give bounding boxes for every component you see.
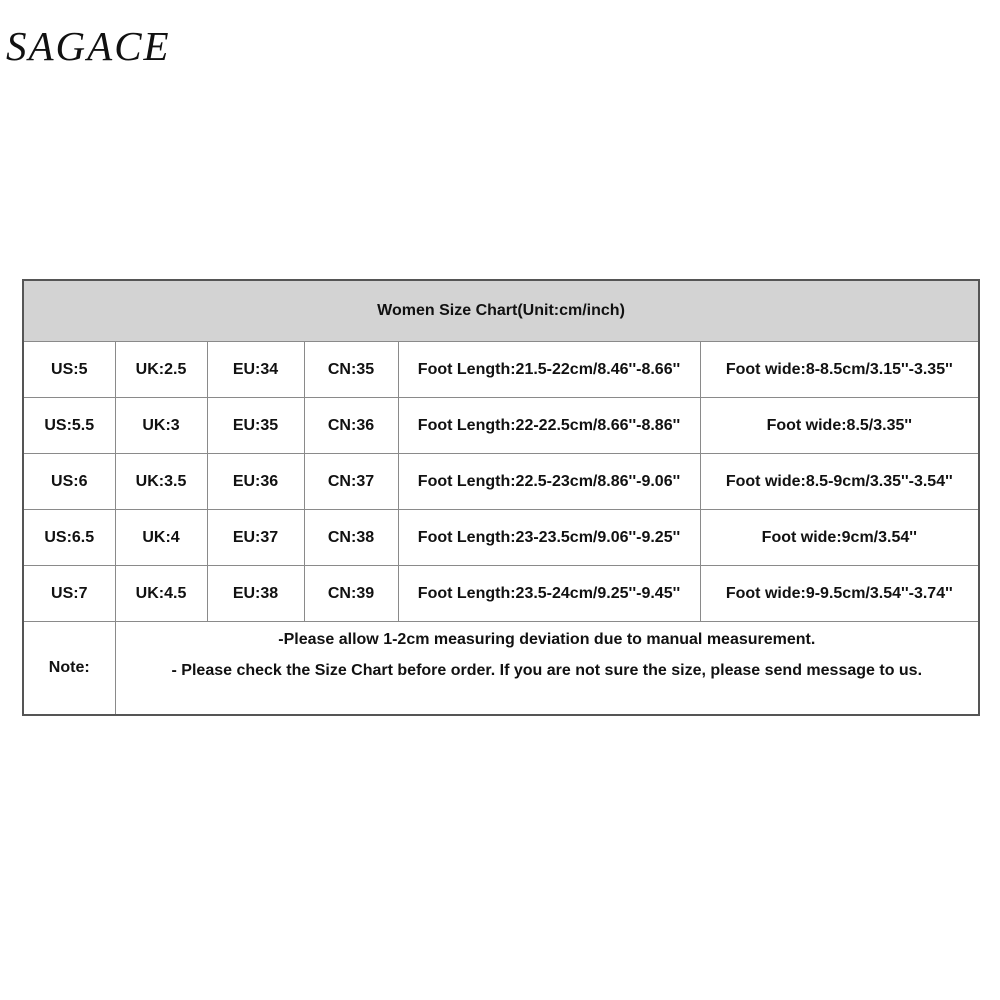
foot-length-cell: Foot Length:23-23.5cm/9.06''-9.25'' [398, 510, 700, 566]
note-line-check-size: - Please check the Size Chart before order. If you are not sure the size, please send message to us. [171, 662, 923, 679]
cn-size-cell: CN:36 [304, 398, 398, 454]
cn-size-cell: CN:39 [304, 566, 398, 622]
foot-length-cell: Foot Length:22.5-23cm/8.86''-9.06'' [398, 454, 700, 510]
cn-size-cell: CN:37 [304, 454, 398, 510]
foot-length-cell: Foot Length:23.5-24cm/9.25''-9.45'' [398, 566, 700, 622]
foot-length-cell: Foot Length:21.5-22cm/8.46''-8.66'' [398, 342, 700, 398]
table-row [23, 454, 979, 510]
table-row [23, 342, 979, 398]
cn-size-cell: CN:35 [304, 342, 398, 398]
foot-length-cell: Foot Length:22-22.5cm/8.66''-8.86'' [398, 398, 700, 454]
foot-wide-cell: Foot wide:8-8.5cm/3.15''-3.35'' [700, 342, 979, 398]
foot-wide-cell: Foot wide:9cm/3.54'' [700, 510, 979, 566]
eu-size-cell: EU:38 [207, 566, 304, 622]
foot-wide-cell: Foot wide:8.5/3.35'' [700, 398, 979, 454]
eu-size-cell: EU:37 [207, 510, 304, 566]
us-size-cell: US:7 [23, 566, 115, 622]
cn-size-cell: CN:38 [304, 510, 398, 566]
eu-size-cell: EU:36 [207, 454, 304, 510]
us-size-cell: US:6 [23, 454, 115, 510]
table-row [23, 510, 979, 566]
table-row [23, 566, 979, 622]
us-size-cell: US:6.5 [23, 510, 115, 566]
uk-size-cell: UK:3 [115, 398, 207, 454]
brand-logo: SAGACE [6, 23, 171, 69]
us-size-cell: US:5 [23, 342, 115, 398]
size-chart-table [22, 279, 980, 716]
note-line-deviation: -Please allow 1-2cm measuring deviation due to manual measurement. [278, 631, 816, 648]
eu-size-cell: EU:34 [207, 342, 304, 398]
note-content [115, 622, 979, 716]
eu-size-cell: EU:35 [207, 398, 304, 454]
foot-wide-cell: Foot wide:9-9.5cm/3.54''-3.74'' [700, 566, 979, 622]
uk-size-cell: UK:3.5 [115, 454, 207, 510]
size-chart-title: Women Size Chart(Unit:cm/inch) [23, 280, 979, 342]
uk-size-cell: UK:2.5 [115, 342, 207, 398]
foot-wide-cell: Foot wide:8.5-9cm/3.35''-3.54'' [700, 454, 979, 510]
uk-size-cell: UK:4.5 [115, 566, 207, 622]
note-row [23, 622, 979, 716]
note-label: Note: [23, 622, 115, 716]
table-row [23, 398, 979, 454]
uk-size-cell: UK:4 [115, 510, 207, 566]
us-size-cell: US:5.5 [23, 398, 115, 454]
